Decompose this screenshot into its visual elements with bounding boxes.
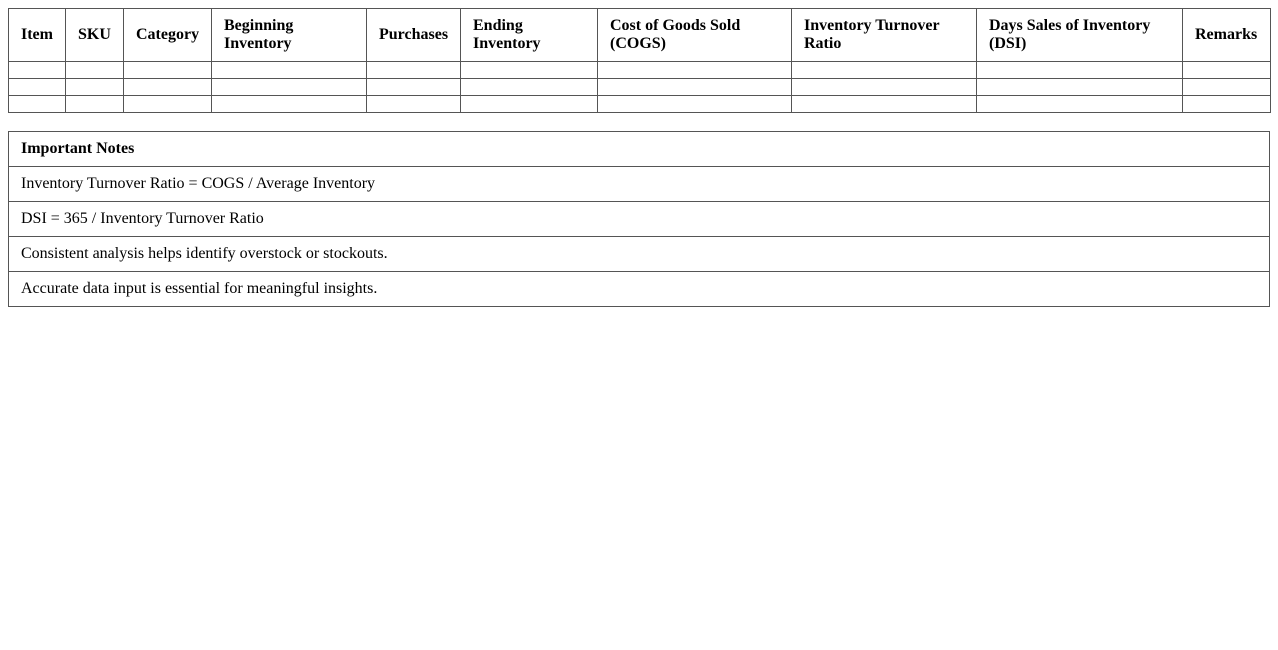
column-header-remarks: Remarks <box>1183 9 1271 62</box>
note-item: Inventory Turnover Ratio = COGS / Average Inventory <box>9 167 1270 202</box>
column-header-category: Category <box>124 9 212 62</box>
document-page <box>0 0 1278 315</box>
table-cell[interactable] <box>9 62 66 79</box>
notes-title: Important Notes <box>9 132 1270 167</box>
inventory-table <box>8 8 1271 113</box>
table-cell[interactable] <box>367 62 461 79</box>
table-cell[interactable] <box>124 62 212 79</box>
table-cell[interactable] <box>598 96 792 113</box>
table-cell[interactable] <box>1183 62 1271 79</box>
note-row <box>9 202 1270 237</box>
table-row <box>9 79 1271 96</box>
column-header-ending-inventory: Ending Inventory <box>461 9 598 62</box>
note-row <box>9 237 1270 272</box>
note-row <box>9 167 1270 202</box>
table-cell[interactable] <box>212 96 367 113</box>
table-cell[interactable] <box>792 62 977 79</box>
table-cell[interactable] <box>124 79 212 96</box>
table-cell[interactable] <box>977 96 1183 113</box>
table-cell[interactable] <box>66 79 124 96</box>
column-header-cogs: Cost of Goods Sold (COGS) <box>598 9 792 62</box>
notes-title-row <box>9 132 1270 167</box>
table-cell[interactable] <box>124 96 212 113</box>
column-header-dsi: Days Sales of Inventory (DSI) <box>977 9 1183 62</box>
column-header-item: Item <box>9 9 66 62</box>
table-header-row <box>9 9 1271 62</box>
table-cell[interactable] <box>367 96 461 113</box>
table-cell[interactable] <box>212 62 367 79</box>
table-cell[interactable] <box>9 96 66 113</box>
table-cell[interactable] <box>461 79 598 96</box>
table-cell[interactable] <box>461 62 598 79</box>
table-cell[interactable] <box>977 79 1183 96</box>
table-cell[interactable] <box>792 79 977 96</box>
table-cell[interactable] <box>461 96 598 113</box>
table-row <box>9 62 1271 79</box>
table-cell[interactable] <box>977 62 1183 79</box>
notes-table <box>8 131 1270 307</box>
table-cell[interactable] <box>66 96 124 113</box>
note-item: Consistent analysis helps identify overstock or stockouts. <box>9 237 1270 272</box>
note-row <box>9 272 1270 307</box>
table-cell[interactable] <box>66 62 124 79</box>
table-cell[interactable] <box>1183 79 1271 96</box>
column-header-beginning-inventory: Beginning Inventory <box>212 9 367 62</box>
column-header-purchases: Purchases <box>367 9 461 62</box>
table-cell[interactable] <box>1183 96 1271 113</box>
table-cell[interactable] <box>367 79 461 96</box>
column-header-sku: SKU <box>66 9 124 62</box>
note-item: Accurate data input is essential for meaningful insights. <box>9 272 1270 307</box>
table-cell[interactable] <box>598 79 792 96</box>
note-item: DSI = 365 / Inventory Turnover Ratio <box>9 202 1270 237</box>
table-cell[interactable] <box>598 62 792 79</box>
table-row <box>9 96 1271 113</box>
table-cell[interactable] <box>9 79 66 96</box>
table-cell[interactable] <box>212 79 367 96</box>
column-header-turnover-ratio: Inventory Turnover Ratio <box>792 9 977 62</box>
table-cell[interactable] <box>792 96 977 113</box>
